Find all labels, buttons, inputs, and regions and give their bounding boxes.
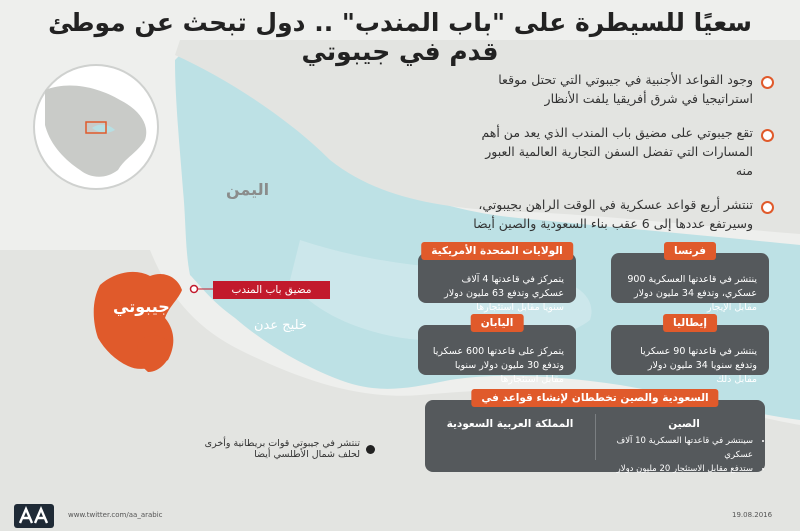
card-usa — [418, 245, 576, 313]
card-france-label: فرنسا — [664, 242, 716, 260]
inset-globe — [34, 65, 158, 189]
label-djibouti: جيبوتي — [113, 297, 170, 316]
label-gulf-of-aden: خليج عدن — [254, 318, 307, 333]
planned-bases-card — [425, 392, 765, 474]
bullet-dot — [761, 129, 774, 142]
planned-label: السعودية والصين تخططان لإنشاء قواعد في — [471, 389, 718, 407]
column-divider — [595, 414, 596, 460]
page-title: سعيًا للسيطرة على "باب المندب" .. دول تبحث عن موطئ قدم في جيبوتي — [48, 8, 752, 66]
card-italy — [611, 317, 769, 385]
china-title: الصين — [668, 418, 700, 430]
bullet-item — [470, 195, 774, 233]
bullet-dot — [761, 201, 774, 214]
saudi-column — [425, 418, 595, 430]
footer-url[interactable]: www.twitter.com/aa_arabic — [68, 511, 163, 519]
card-japan-label: اليابان — [471, 314, 524, 332]
card-usa-label: الولايات المتحدة الأمريكية — [421, 242, 573, 260]
card-usa-text: يتمركز في قاعدتها 4 آلاف عسكري وتدفع 63 مليون دولار سنويا مقابل استئجارها — [444, 274, 564, 313]
bullet-text: وجود القواعد الأجنبية في جيبوتي التي تحتل موقعا استراتيجيا في شرق أفريقيا يلفت الأنظار — [498, 72, 753, 106]
footer-date: 19.08.2016 — [732, 511, 773, 519]
label-strait: مضيق باب المندب — [213, 281, 330, 299]
card-italy-text: ينتشر في قاعدتها 90 عسكريا وتدفع سنويا 34 مليون دولار مقابل ذلك — [640, 346, 757, 385]
bullet-item — [470, 123, 774, 180]
china-item: • ستدفع مقابل الاستئجار 20 مليون دولار — [603, 462, 753, 476]
bullet-item — [470, 70, 774, 108]
label-yemen: اليمن — [226, 180, 270, 199]
bullet-text: تنتشر أربع قواعد عسكرية في الوقت الراهن بجيبوتي، وسيرتفع عددها إلى 6 عقب بناء السعودية والصين أيضا — [473, 197, 753, 231]
footnote-text: تنتشر في جيبوتي قوات بريطانية وأخرى لحلف شمال الأطلسي أيضا — [204, 438, 360, 460]
china-column — [603, 418, 765, 476]
card-france — [611, 245, 769, 313]
footnote-dot — [366, 445, 375, 454]
bullet-list — [470, 70, 774, 248]
card-japan — [418, 317, 576, 385]
card-italy-label: إيطاليا — [663, 314, 717, 332]
china-list — [603, 434, 765, 476]
card-france-text: ينتشر في قاعدتها العسكرية 900 عسكري، وتدفع 34 مليون دولار مقابل الإيجار — [627, 274, 757, 313]
bullet-dot — [761, 76, 774, 89]
china-item: • سينتشر في قاعدتها العسكرية 10 آلاف عسكري — [603, 434, 753, 462]
aa-logo-icon — [14, 504, 54, 528]
footer — [0, 500, 800, 531]
saudi-title: المملكة العربية السعودية — [446, 418, 574, 430]
card-japan-text: يتمركز على قاعدتها 600 عسكريا وتدفع 30 مليون دولار سنويا مقابل استئجارها — [432, 346, 564, 385]
strait-marker — [191, 286, 198, 293]
footnote — [180, 438, 375, 460]
bullet-text: تقع جيبوتي على مضيق باب المندب الذي يعد من أهم المسارات التي تفضل السفن التجارية العالمية العبور منه — [481, 125, 753, 178]
